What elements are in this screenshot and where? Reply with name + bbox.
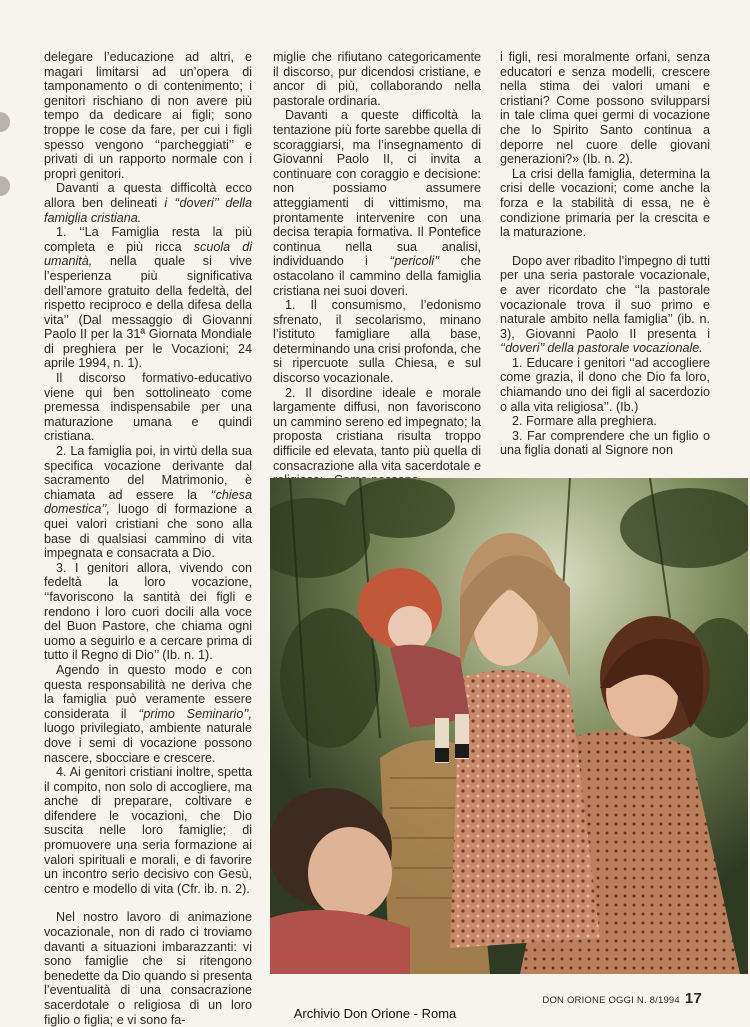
paragraph: 4. Ai genitori cristiani inoltre, spetta il compito, non solo di accogliere, ma anche di preparare, coltivare e difendere le vocazioni, che Dio suscita nelle loro famiglie; di promuovere una seria formazione ai valori spirituali e morali, e di favorire un incontro serio decisivo con Gesù, centro e modello di vita (Cfr. ib. n. 2). [44, 765, 252, 896]
family-photo [270, 478, 748, 974]
paragraph: 1. ‘‘La Famiglia resta la più completa e più ricca scuola di umanità, nella quale si vive l’esperienza più significativa dell’amore gratuito della fedeltà, del rispetto reciproco e della difesa della vita’’ (Dal messaggio di Giovanni Paolo II per la 31ª Giornata Mondiale di preghiera per le Vocazioni; 24 aprile 1994, n. 1). [44, 225, 252, 371]
paragraph: 1. Educare i genitori ‘‘ad accogliere come grazia, il dono che Dio fa loro, chiamando uno dei figli al sacerdozio o alla vita religiosa’’. (Ib.) [500, 355, 710, 414]
paragraph: Davanti a questa difficoltà ecco allora ben delineati i ‘‘doveri’’ della famiglia cristiana. [44, 181, 252, 225]
paragraph: 3. Far comprendere che un figlio o una figlia donati al Signore non [500, 428, 710, 458]
paragraph: Dopo aver ribadito l’impegno di tutti per una seria pastorale vocazionale, e aver ricordato che ‘‘la pastorale vocazionale trova il suo primo e naturale ambito nella famiglia’’ (ib. n. 3), Giovanni Paolo II presenta i ‘‘doveri’’ della pastorale vocazionale. [500, 253, 710, 356]
paragraph: i figli, resi moralmente orfani, senza educatori e senza modelli, crescere nella stima dei valori umani e cristiani? Come possono svilupparsi in tale clima quei germi di vocazione che lo Spirito Santo continua a deporre nel cuore delle giovani generazioni?» (Ib. n. 2). [500, 50, 710, 167]
magazine-footer [542, 990, 702, 1007]
paragraph: La crisi della famiglia, determina la crisi delle vocazioni; come anche la forza e la stabilità di essa, ne è condizione primaria per la crescita e la maturazione. [500, 166, 710, 240]
binding-mark [0, 176, 10, 196]
paragraph: Davanti a queste difficoltà la tentazione più forte sarebbe quella di scoraggiarsi, ma l’insegnamento di Giovanni Paolo II, ci invita a continuare con coraggio e decisione: non possiamo assumere atteggiamenti di vittimismo, ma prontamente intervenire con una decisa terapia formativa. Il Pontefice continua nella sua analisi, individuando i ‘‘pericoli’’ che ostacolano il cammino della famiglia cristiana nei suoi doveri. [273, 108, 481, 298]
paragraph: 2. La famiglia poi, in virtù della sua specifica vocazione derivante dal sacramento del Matrimonio, è chiamata ad essere la ‘‘chiesa domestica’’, luogo di formazione a quei valori cristiani che sono alla base di qualsiasi cammino di vita impegnata e consacrata a Dio. [44, 444, 252, 561]
article-column-3 [500, 50, 710, 458]
article-column-1 [44, 50, 252, 1027]
paragraph: Il discorso formativo-educativo viene qui ben sottolineato come premessa indispensabile per una maturazione umana e quindi cristiana. [44, 371, 252, 444]
archive-caption: Archivio Don Orione - Roma [293, 1006, 457, 1021]
paragraph: 1. Il consumismo, l’edonismo sfrenato, il secolarismo, minano l’istituto famigliare alla base, determinando una crisi profonda, che si ripercuote sulla Chiesa, e sul discorso vocazionale. [273, 298, 481, 386]
paragraph: delegare l’educazione ad altri, e magari limitarsi ad un’opera di tamponamento o di contenimento; i genitori rischiano di non avere più tempo da dedicare ai figli; sono troppe le cose da fare, per cui i figli spesso vengono ‘‘parcheggiati’’ e privati di un rapporto normale con i propri genitori. [44, 50, 252, 181]
family-photo-icon [270, 478, 748, 974]
binding-mark [0, 112, 10, 132]
page-number: 17 [684, 990, 702, 1007]
paragraph: Nel nostro lavoro di animazione vocazionale, non di rado ci troviamo davanti a situazioni imbarazzanti: vi sono famiglie che si ritengono benedette da Dio quando si presenta l’eventualità di una consacrazione sacerdotale o religiosa di un loro figlio o figlia; e vi sono fa- [44, 910, 252, 1027]
paragraph: miglie che rifiutano categoricamente il discorso, pur dicendosi cristiane, e ancor di più, collaborando nella pastorale ordinaria. [273, 50, 481, 108]
paragraph: 2. Il disordine ideale e morale largamente diffusi, non favoriscono un cammino sereno ed impegnato; la proposta cristiana risulta troppo difficile ed elevata, tanto più quella di consacrazione alla vita sacerdotale e [273, 385, 481, 473]
article-column-2 [273, 50, 481, 488]
paragraph: 3. I genitori allora, vivendo con fedeltà la loro vocazione, ‘‘favoriscono la santità dei figli e rendono i loro cuori docili alla voce del Buon Pastore, che chiama ogni uomo a seguirlo e a cercare prima di tutto il Regno di Dio’’ (Ib. n. 1). [44, 560, 252, 663]
magazine-issue: DON ORIONE OGGI N. 8/1994 [542, 995, 680, 1006]
paragraph: 2. Formare alla preghiera. [512, 414, 657, 429]
paragraph: Agendo in questo modo e con questa responsabilità ne deriva che la famiglia può veramente essere considerata il ‘‘primo Seminario’’, luogo privilegiato, ambiente naturale dove i semi di vocazione possono nascere, sbocciare e crescere. [44, 662, 252, 765]
